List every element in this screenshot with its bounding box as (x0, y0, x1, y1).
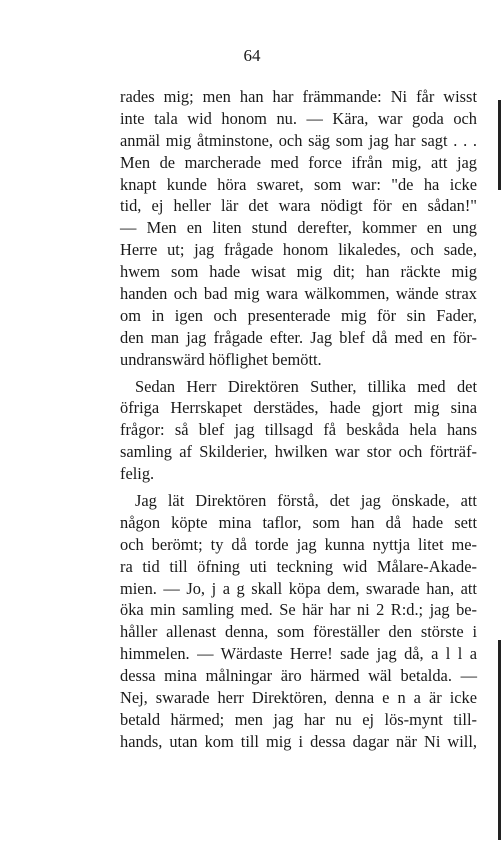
text-line: undranswärd höflighet bemött. (120, 349, 322, 369)
text-line: — Men en liten stund derefter, kommer en ung (120, 218, 477, 238)
text-line: Herre ut; jag frågade honom likaledes, och sade, (120, 240, 477, 260)
text-line: himmelen. — Wärdaste Herre! sade jag då, a l l a (120, 644, 477, 664)
text-line: hands, utan kom till mig i dessa dagar när Ni will, (120, 731, 477, 751)
text-line: felig. (120, 464, 155, 484)
text-line: betald härmed; men jag har nu ej lös-mynt till- (120, 709, 477, 729)
text-line: någon köpte mina taflor, som han då hade sett (120, 512, 477, 532)
text-line: dessa mina målningar äro härmed wäl betalda. — (120, 666, 477, 686)
text-line: handen och bad mig wara wälkommen, wände strax (120, 284, 477, 304)
scan-edge-mark (498, 640, 501, 840)
text-line: Sedan Herr Direktören Suther, tillika med det (135, 376, 477, 396)
text-line: samling af Skilderier, hwilken war stor och förträf- (120, 442, 477, 462)
text-line: mien. — Jo, j a g skall köpa dem, swarade han, att (120, 578, 477, 598)
text-line: anmäl mig åtminstone, och säg som jag har sagt . . . (120, 130, 477, 150)
body-text (120, 86, 477, 753)
text-line: knapt kunde höra swaret, som war: "de ha icke (120, 174, 477, 194)
text-line: inte tala wid honom nu. — Kära, war goda och (120, 108, 477, 128)
text-line: om in igen och presenterade mig för sin Fader, (120, 305, 477, 325)
text-line: Men de marcherade med force ifrån mig, att jag (120, 152, 477, 172)
text-line: den man jag frågade efter. Jag blef då med en för- (120, 327, 477, 347)
text-line: öfriga Herrskapet derstädes, hade gjort mig sina (120, 398, 477, 418)
text-line: ra tid till öfning uti teckning wid Målare-Akade- (120, 556, 477, 576)
scan-edge-mark (498, 100, 501, 190)
text-line: frågor: så blef jag tillsagd få beskåda hela hans (120, 420, 477, 440)
page-number: 64 (243, 46, 261, 65)
text-line: öka min samling med. Se här har ni 2 R:d.; jag be- (120, 600, 477, 620)
text-line: rades mig; men han har främmande: Ni får wisst (120, 87, 477, 106)
text-line: tid, ej heller lär det wara nödigt för en sådan!" (120, 196, 477, 216)
text-line: håller allenast denna, som föreställer den störste i (120, 622, 477, 642)
text-line: Nej, swarade herr Direktören, denna e n a är icke (120, 688, 477, 708)
text-line: hwem som hade wisat mig dit; han räckte mig (120, 262, 477, 282)
text-line: och berömt; ty då torde jag kunna nyttja litet me- (120, 534, 477, 554)
text-line: Jag lät Direktören förstå, det jag önskade, att (135, 491, 477, 511)
